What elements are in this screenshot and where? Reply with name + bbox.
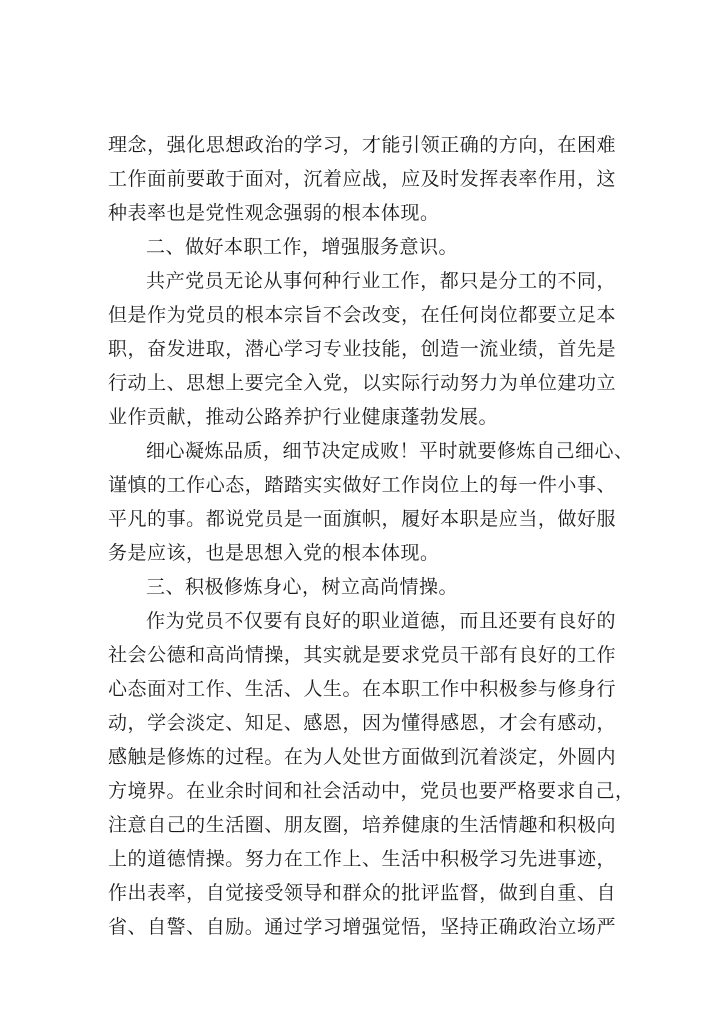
text-line: 动，学会淡定、知足、感恩，因为懂得感恩，才会有感动，	[108, 712, 616, 734]
text-line: 共产党员无论从事何种行业工作，都只是分工的不同，	[146, 270, 616, 292]
text-line: 业作贡献，推动公路养护行业健康蓬勃发展。	[108, 406, 499, 428]
text-line: 心态面对工作、生活、人生。在本职工作中积极参与修身行	[108, 678, 616, 700]
text-line: 社会公德和高尚情操，其实就是要求党员干部有良好的工作	[108, 644, 616, 666]
text-line: 平凡的事。都说党员是一面旗帜，履好本职是应当，做好服	[108, 508, 616, 530]
text-line: 感触是修炼的过程。在为人处世方面做到沉着淡定，外圆内	[108, 746, 616, 768]
section-heading: 三、积极修炼身心，树立高尚情操。	[146, 576, 459, 598]
section-heading: 二、做好本职工作，增强服务意识。	[146, 236, 459, 258]
text-line: 务是应该，也是思想入党的根本体现。	[108, 542, 440, 564]
text-line: 种表率也是党性观念强弱的根本体现。	[108, 202, 440, 224]
text-line: 谨慎的工作心态，踏踏实实做好工作岗位上的每一件小事、	[108, 474, 616, 496]
text-line: 工作面前要敢于面对，沉着应战，应及时发挥表率作用，这	[108, 168, 616, 190]
text-line: 上的道德情操。努力在工作上、生活中积极学习先进事迹，	[108, 848, 616, 870]
text-line: 理念，强化思想政治的学习，才能引领正确的方向，在困难	[108, 134, 616, 156]
text-line: 但是作为党员的根本宗旨不会改变，在任何岗位都要立足本	[108, 304, 616, 326]
text-line: 行动上、思想上要完全入党，以实际行动努力为单位建功立	[108, 372, 616, 394]
text-line: 省、自警、自励。通过学习增强觉悟，坚持正确政治立场严	[108, 916, 616, 938]
text-line: 职，奋发进取，潜心学习专业技能，创造一流业绩，首先是	[108, 338, 616, 360]
text-line: 作出表率，自觉接受领导和群众的批评监督，做到自重、自	[108, 882, 616, 904]
text-line: 方境界。在业余时间和社会活动中，党员也要严格要求自己，	[108, 780, 635, 802]
text-line: 作为党员不仅要有良好的职业道德，而且还要有良好的	[146, 610, 616, 632]
text-line: 细心凝炼品质，细节决定成败！平时就要修炼自己细心、	[146, 440, 634, 462]
text-line: 注意自己的生活圈、朋友圈，培养健康的生活情趣和积极向	[108, 814, 616, 836]
